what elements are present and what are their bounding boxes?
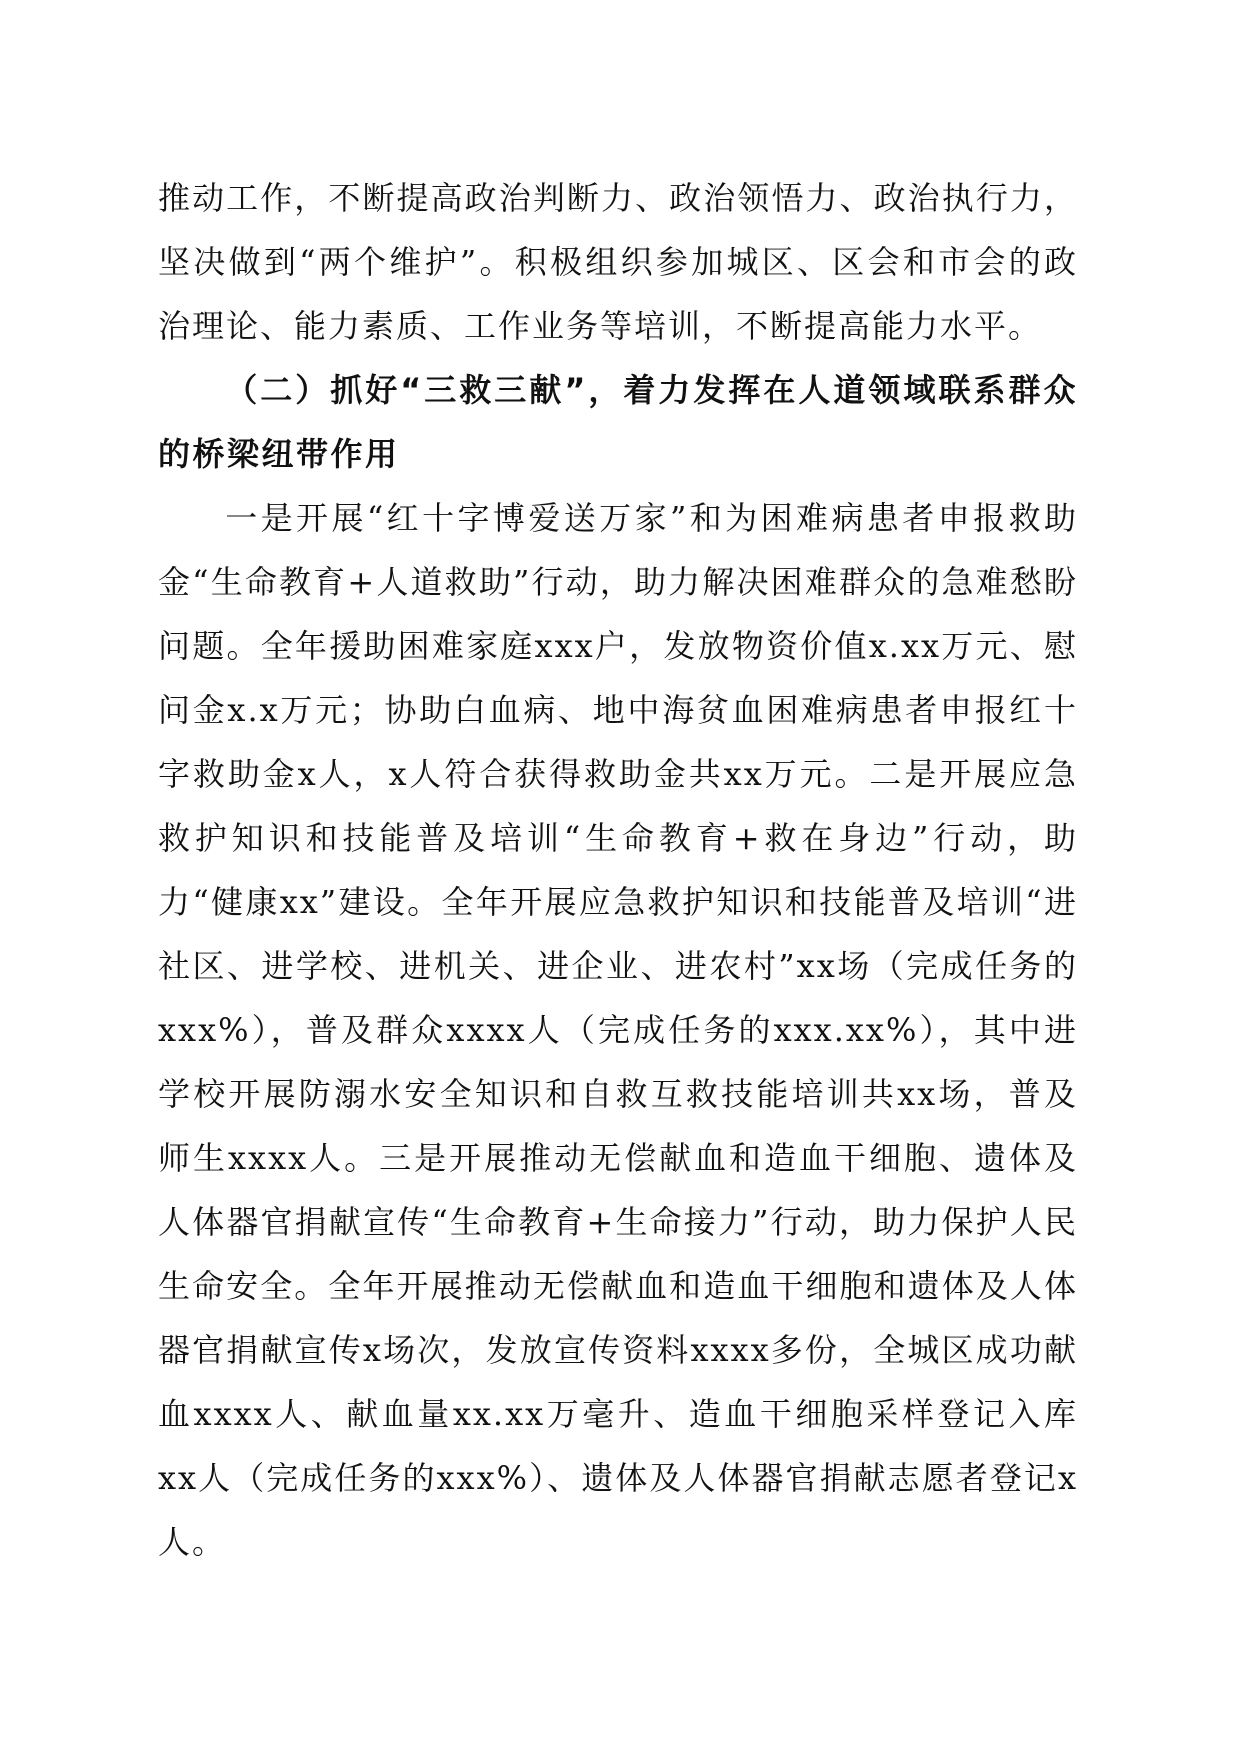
paragraph-continuation: 推动工作，不断提高政治判断力、政治领悟力、政治执行力，坚决做到“两个维护”。积极组织参加城区、区会和市会的政治理论、能力素质、工作业务等培训，不断提高能力水平。	[158, 179, 1078, 345]
paragraph-body: 一是开展“红十字博爱送万家”和为困难病患者申报救助金“生命教育+人道救助”行动，助力解决困难群众的急难愁盼问题。全年援助困难家庭xxx户，发放物资价值x.xx万元、慰问金x.x万元；协助白血病、地中海贫血困难病患者申报红十字救助金x人，x人符合获得救助金共xx万元。二是开展应急救护知识和技能普及培训“生命教育+救在身边”行动，助力“健康xx”建设。全年开展应急救护知识和技能普及培训“进社区、进学校、进机关、进企业、进农村”xx场（完成任务的xxx%），普及群众xxxx人（完成任务的xxx.xx%），其中进学校开展防溺水安全知识和自救互救技能培训共xx场，普及师生xxxx人。三是开展推动无偿献血和造血干细胞、遗体及人体器官捐献宣传“生命教育+生命接力”行动，助力保护人民生命安全。全年开展推动无偿献血和造血干细胞和遗体及人体器官捐献宣传x场次，发放宣传资料xxxx多份，全城区成功献血xxxx人、献血量xx.xx万毫升、造血干细胞采样登记入库xx人（完成任务的xxx%）、遗体及人体器官捐献志愿者登记x人。	[158, 499, 1078, 1561]
section-heading: （二）抓好“三救三献”，着力发挥在人道领域联系群众的桥梁纽带作用	[158, 371, 1078, 473]
document-body	[158, 166, 1078, 1574]
